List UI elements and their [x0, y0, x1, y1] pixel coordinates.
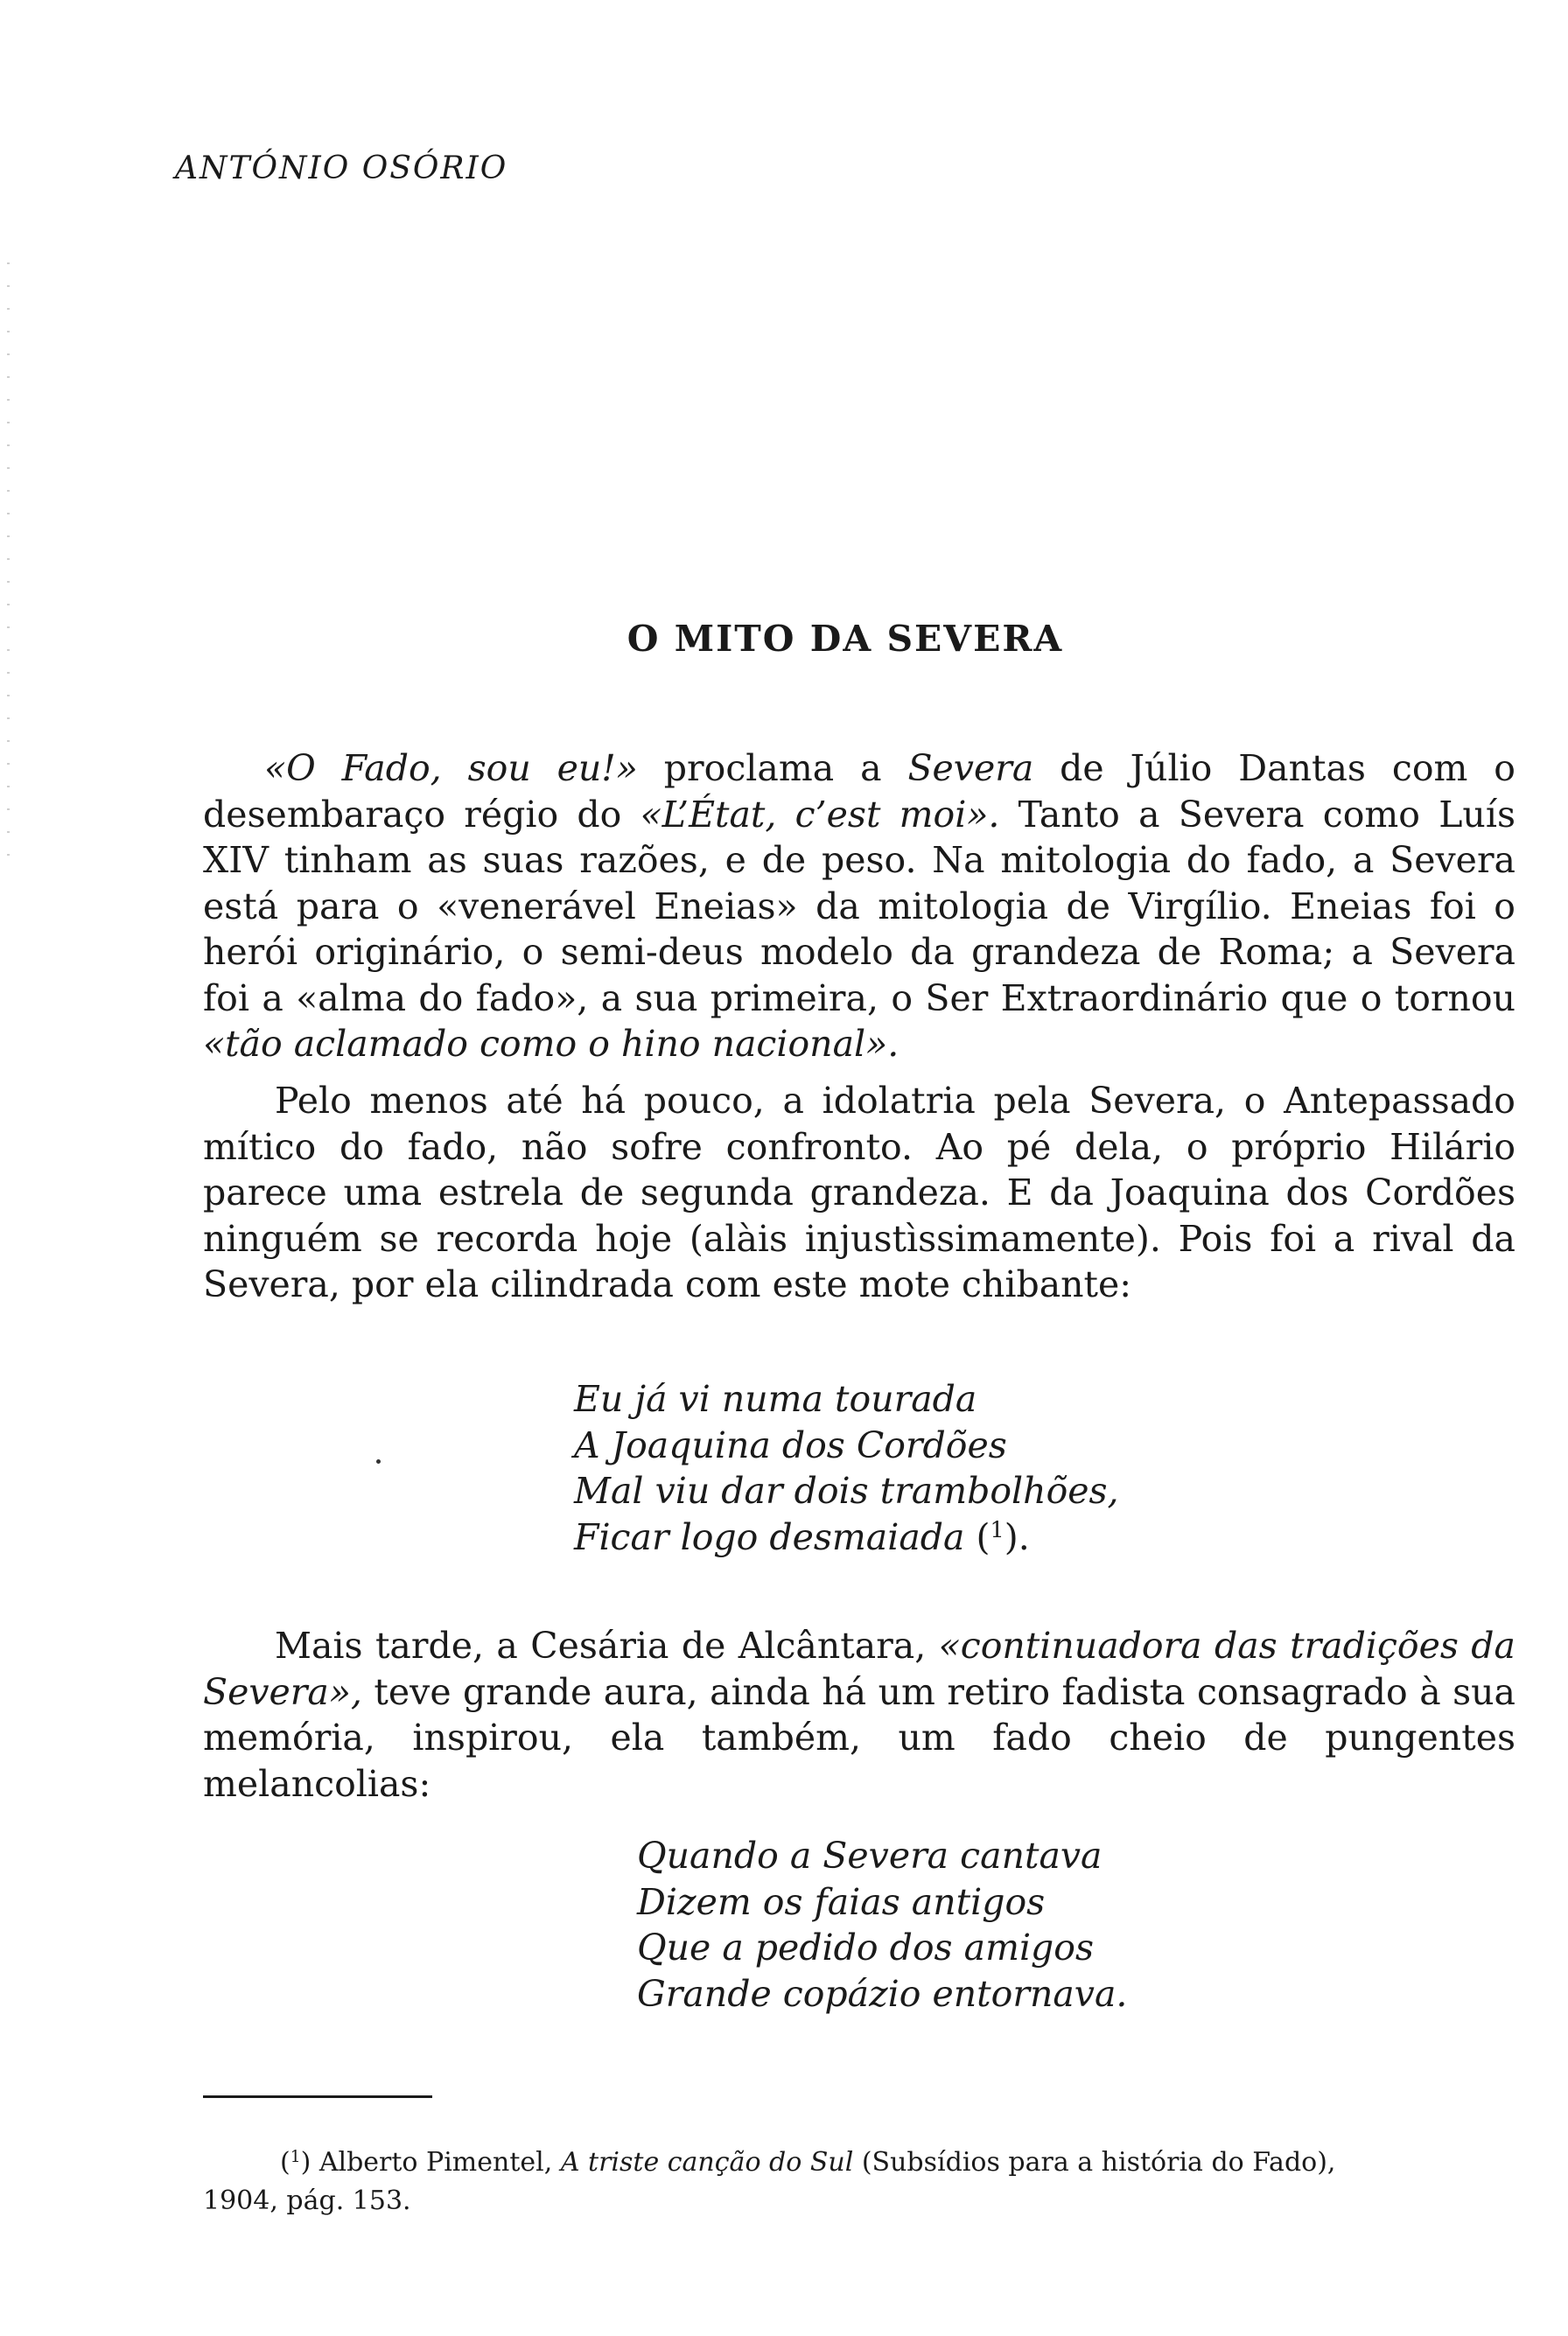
verse-1 — [574, 1376, 1119, 1560]
paragraph-3 — [203, 1623, 1516, 1807]
paragraph-3-text-a: Mais tarde, a Cesária de Alcântara, — [275, 1625, 939, 1667]
footnote-rule — [203, 2095, 432, 2098]
quote-o-fado: «O Fado, sou eu!» — [264, 747, 638, 789]
footnote-author: Alberto Pimentel, — [318, 2147, 561, 2178]
verse-1-line-3: Mal viu dar dois trambolhões, — [574, 1470, 1119, 1512]
verse-1-line-1: Eu já vi numa tourada — [574, 1378, 977, 1420]
verse-1-line-2: A Joaquina dos Cordões — [574, 1423, 1007, 1466]
severa-italic: Severa — [907, 747, 1034, 789]
verse-2-line-3: Que a pedido dos amigos — [637, 1927, 1095, 1969]
paragraph-2-text: Pelo menos até há pouco, a idolatria pela Severa, o Antepassado mítico do fado, não sofre confronto. Ao pé dela, o próprio Hilário parece uma estrela de segunda grandeza. E da Joaquina dos Cordões ninguém se recorda hoje (alàis injustìssimamente). Pois foi a rival da Severa, por ela cilindrada com este mote chibante: — [203, 1080, 1516, 1305]
footnote-number: 1 — [290, 2147, 301, 2166]
footnote: ($^1$) Alberto Pimentel, A triste canção do Sul (Subsídios para a história do Fado), 1904, pág. 153. — [203, 2144, 1516, 2221]
quote-hino: «tão aclamado como o hino nacional». — [203, 1023, 900, 1065]
footnote-date: 1904, pág. 153. — [203, 2186, 411, 2216]
paragraph-3-text-b: teve grande aura, ainda há um retiro fadista consagrado à sua memória, inspirou, ela também, um fado cheio de pungentes melancolias: — [203, 1670, 1516, 1805]
verse-2-line-4: Grande copázio entornava. — [637, 1972, 1128, 2015]
paragraph-1-text-c: Tanto a Severa como Luís XIV tinham as suas razões, e de peso. Na mitologia do fado, a Severa está para o «venerável Eneias» da mitologia de Virgílio. Eneias foi o herói originário, o semi-deus modelo da grandeza de Roma; a Severa foi a «alma do fado», a sua primeira, o Ser Extraordinário que o tornou — [203, 793, 1516, 1019]
paragraph-1-text-a: proclama a — [637, 747, 908, 789]
paragraph-1-text-b: de Júlio Dantas com o desembaraço régio do — [203, 747, 1516, 836]
footnote-book-title: A triste canção do Sul — [560, 2147, 854, 2178]
verse-2-line-1: Quando a Severa cantava — [637, 1835, 1102, 1877]
quote-continuadora: «continuadora das tradições da Severa», — [203, 1625, 1516, 1713]
verse-2 — [637, 1833, 1127, 2017]
footnote-reference: ($^1$). — [976, 1515, 1030, 1558]
scan-edge-marks — [7, 262, 10, 875]
paragraph-1 — [203, 745, 1516, 1067]
running-head: ANTÓNIO OSÓRIO — [175, 150, 508, 186]
chapter-title: O MITO DA SEVERA — [626, 618, 1064, 660]
verse-1-line-4: Ficar logo desmaiada ($^1$). — [574, 1515, 1030, 1558]
verse-2-line-2: Dizem os faias antigos — [637, 1880, 1046, 1923]
paragraph-2 — [203, 1078, 1516, 1308]
footnote-subtitle: (Subsídios para a história do Fado), — [853, 2147, 1336, 2178]
stray-dot — [376, 1459, 381, 1464]
quote-letat: «L’État, c’est moi». — [640, 793, 1000, 836]
